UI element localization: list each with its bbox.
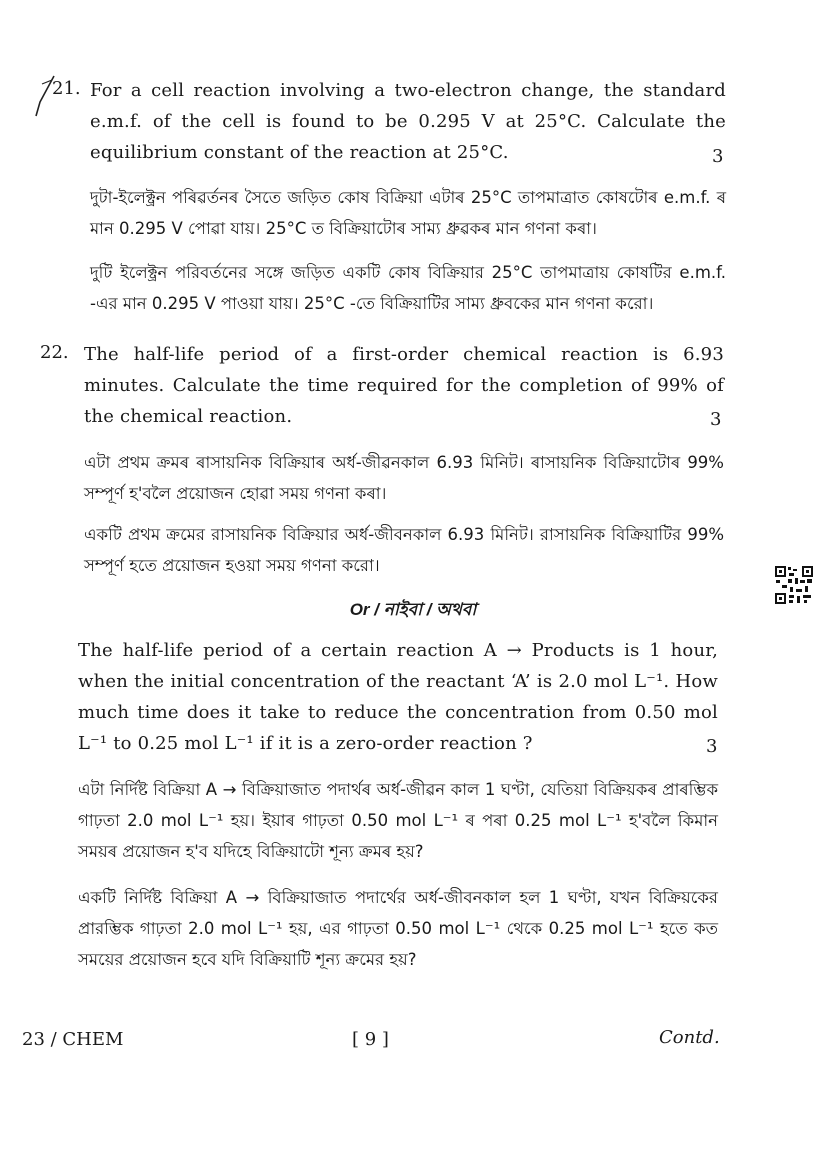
question-22-bengali: একটি প্রথম ক্রমের রাসায়নিক বিক্রিয়ার অর্ধ-জীবনকাল 6.93 মিনিট। রাসায়নিক বিক্রিয়াটির 99% সম্পূর্ণ হতে প্রয়োজন হওয়া সময় গণনা করো। <box>84 525 724 575</box>
question-22-alt-assamese: এটা নিৰ্দিষ্ট বিক্ৰিয়া A → বিক্ৰিয়াজাত পদাৰ্থৰ অৰ্ধ-জীৱন কাল 1 ঘণ্টা, যেতিয়া বিক্ৰিয়কৰ প্ৰাৰম্ভিক গাঢ়তা 2.0 mol L⁻¹ হয়। ইয়াৰ গাঢ়তা 0.50 mol L⁻¹ ৰ পৰা 0.25 mol L⁻¹ হ'বলৈ কিমান সময়ৰ প্ৰয়োজন হ'ব যদিহে বিক্ৰিয়াটো শূন্য ক্ৰমৰ হয়? <box>78 780 718 861</box>
question-21-marks: 3 <box>712 146 724 167</box>
footer-contd: Contd. <box>659 1027 720 1048</box>
question-22-alt-english: The half-life period of a certain reaction A → Products is 1 hour, when the initial concentration of the reactant ‘A’ is 2.0 mol L⁻¹. How much time does it take to reduce the concentration from 0.50 mol L⁻¹ to 0.25 mol L⁻¹ if it is a zero-order reaction ? <box>78 640 718 754</box>
question-21-bengali: দুটি ইলেক্ট্রন পরিবর্তনের সঙ্গে জড়িত একটি কোষ বিক্রিয়ার 25°C তাপমাত্রায় কোষটির e.m.f. -এর মান 0.295 V পাওয়া যায়। 25°C -তে বিক্রিয়াটির সাম্য ধ্রুবকের মান গণনা করো। <box>90 263 726 313</box>
or-label: Or / নাইবা / অথবা <box>349 600 477 619</box>
footer-paper-code: 23 / CHEM <box>22 1029 124 1050</box>
question-22-alt-bengali: একটি নির্দিষ্ট বিক্রিয়া A → বিক্রিয়াজাত পদার্থের অর্ধ-জীবনকাল হল 1 ঘণ্টা, যখন বিক্রিয়কের প্রারম্ভিক গাঢ়তা 2.0 mol L⁻¹ হয়, এর গাঢ়তা 0.50 mol L⁻¹ থেকে 0.25 mol L⁻¹ হতে কত সময়ের প্রয়োজন হবে যদি বিক্রিয়াটি শূন্য ক্রমের হয়? <box>78 888 718 969</box>
question-22-marks: 3 <box>710 409 722 430</box>
question-22-number: 22. <box>40 342 69 363</box>
question-21-english: For a cell reaction involving a two-electron change, the standard e.m.f. of the cell is found to be 0.295 V at 25°C. Calculate the equilibrium constant of the reaction at 25°C. <box>90 80 726 163</box>
question-22-assamese: এটা প্ৰথম ক্ৰমৰ ৰাসায়নিক বিক্ৰিয়াৰ অৰ্ধ-জীৱনকাল 6.93 মিনিট। ৰাসায়নিক বিক্ৰিয়াটোৰ 99% সম্পূৰ্ণ হ'বলৈ প্ৰয়োজন হোৱা সময় গণনা কৰা। <box>84 453 724 503</box>
question-22-alt-marks: 3 <box>706 736 718 757</box>
question-22-english: The half-life period of a first-order chemical reaction is 6.93 minutes. Calculate the time required for the completion of 99% of the chemical reaction. <box>84 344 724 427</box>
question-21-assamese: দুটা-ইলেক্ট্ৰন পৰিৱৰ্তনৰ সৈতে জড়িত কোষ বিক্ৰিয়া এটাৰ 25°C তাপমাত্ৰাত কোষটোৰ e.m.f. ৰ মান 0.295 V পোৱা যায়। 25°C ত বিক্ৰিয়াটোৰ সাম্য ধ্ৰুৱকৰ মান গণনা কৰা। <box>90 188 726 238</box>
question-21-number: 21. <box>52 78 81 99</box>
footer-page-number: [ 9 ] <box>352 1029 389 1050</box>
